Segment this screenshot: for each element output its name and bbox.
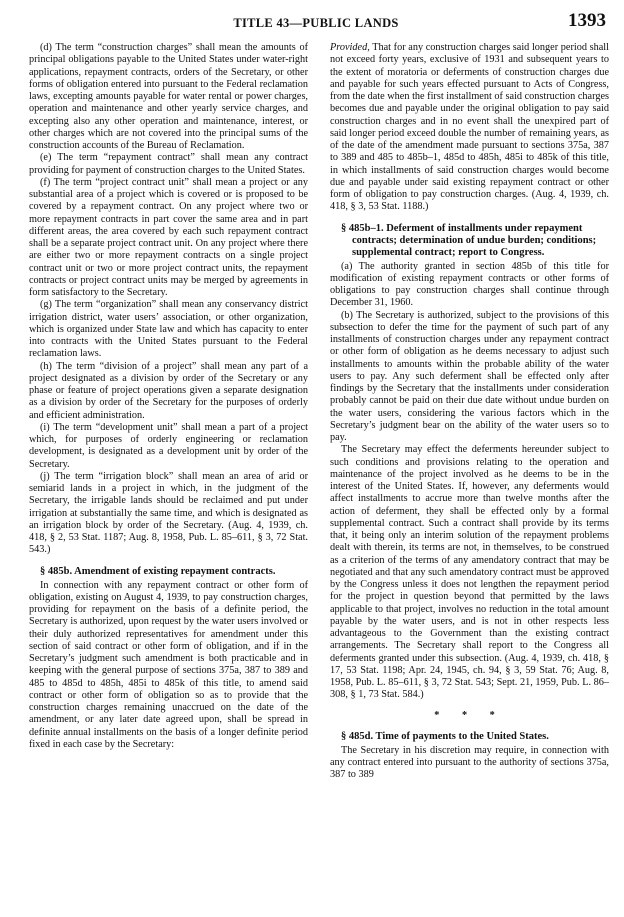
page-header <box>26 10 606 34</box>
section-heading-485d: § 485d. Time of payments to the United States. <box>341 730 549 742</box>
section-separator-stars: * * * <box>434 709 505 721</box>
running-title: TITLE 43—PUBLIC LANDS <box>233 16 399 30</box>
right-column <box>330 42 609 782</box>
section-485b-1-b: (b) The Secretary is authorized, subject to the provisions of this subsection to defer the time for the payment of such part of any installments of construction charges under any repayment contract or other form of obligation as he deems necessary to adjust such installments to amounts within the probable ability of the water users to pay. Any such deferment shall be effected only after findings by the Secretary that the installments under consideration probably cannot be paid on their due date without undue burden on the water users, considering the various factors which in the Secretary’s judgment bear on the ability of the water users so to pay. <box>330 309 609 443</box>
paragraph-f: (f) The term “project contract unit” shall mean a project or any substantial area of a project which is covered or is proposed to be covered by a repayment contract. On any project where two or more repayment contracts in part cover the same area and in part different areas, the area covered by each such repayment contract shall be a separate project contract unit. On any project where there are either two or more repayment contracts on a single project contract unit or two or more project contract units, the repayment contracts or project contract units may be merged by agreements in form satisfactory to the Secretary. <box>29 176 308 298</box>
page-number: 1393 <box>568 10 606 31</box>
section-485b-text: In connection with any repayment contract or other form of obligation, existing on August 4, 1939, to pay construction charges, providing for repayment on the basis of a definite period, the Secretary is authorized, upon request by the water users involved or their duly authorized representatives for amendment under this section of said contract or other form of obligation, and if in the Secretary’s judgment such amendment is both practicable and in keeping with the general purpose of sections 375a, 387 to 389 and 485 to 485d to 485h, 485i to 485k of this title, to amend said contract or other form of obligation so as to provide that the construction charges remaining unaccrued on the date of the amendment, or any later date agreed upon, shall be spread in definite annual installments on the basis of a longer definite period fixed in each case by the Secretary: <box>29 579 308 750</box>
proviso-text: That for any construction charges said longer period shall not exceed forty years, exclusive of 1931 and subsequent years to the extent of moratoria or deferments of construction charges due and payable for such years effected pursuant to Acts of Congress, from the date when the first installment of said construction charges becomes due and payable under the original obligation to pay said construction charges and in no event shall the unexpired part of said longer period exceed double the number of remaining years, as of the date of the amendment made pursuant to sections 375a, 387 to 389 and 485 to 485b–1, 485d to 485h, 485i to 485k of this title, in which installments of said construction charges would become due and payable under said existing repayment contract or other form of obligation to pay construction charges. (Aug. 4, 1939, ch. 418, § 3, 53 Stat. 1188.) <box>330 42 609 213</box>
paragraph-e: (e) The term “repayment contract” shall mean any contract providing for payment of construction charges to the United States. <box>29 152 308 176</box>
paragraph-i: (i) The term “development unit” shall mean a part of a project which, for purposes of orderly engineering or reclamation development, is designated as a development unit by order of the Secretary. <box>29 421 308 470</box>
paragraph-g: (g) The term “organization” shall mean any conservancy district irrigation district, water users’ association, or other organization, which is organized under State law and which has capacity to enter into contracts with the United States pursuant to the Federal reclamation laws. <box>29 299 308 360</box>
proviso-word: Provided, <box>330 42 370 53</box>
section-485b-1-deferments: The Secretary may effect the deferments hereunder subject to such conditions and provisions relating to the operation and maintenance of the project involved as he deems to be in the interest of the United States. If, however, any deferments would affect installments to accrue more than twelve months after the action of deferment, they shall be effected only by a formal supplemental contract. Such a contract shall provide by its terms that, it being only an interim solution of the repayment problems dealt with therein, its terms are not, in themselves, to be construed as a criterion of the terms of any amendatory contract that may be negotiated and that any such amendatory contract must be approved by the Congress unless it does not lengthen the repayment period for the project in question beyond that permitted by the laws applicable to that project, involves no reduction in the total amount payable by the water users, and is not in other respects less advantageous to the Government than the existing contract arrangements. The Secretary shall report to the Congress all deferments granted under this subsection. (Aug. 4, 1939, ch. 418, § 17, 53 Stat. 1198; Apr. 24, 1945, ch. 94, § 3, 59 Stat. 76; Aug. 8, 1958, Pub. L. 85–611, § 3, 72 Stat. 543; Sept. 21, 1959, Pub. L. 86–308, § 1, 73 Stat. 584.) <box>330 444 609 701</box>
section-485b-1-a: (a) The authority granted in section 485b of this title for modification of existing repayment contracts or other forms of obligations to pay construction charges shall continue through December 31, 1960. <box>330 260 609 309</box>
paragraph-h: (h) The term “division of a project” shall mean any part of a project designated as a division by order of the Secretary or any phase or feature of project operations given a separate designation as a division by order of the Secretary for the purposes of orderly and efficient administration. <box>29 360 308 421</box>
paragraph-d: (d) The term “construction charges” shall mean the amounts of principal obligations payable to the United States under water-right applications, repayment contracts, orders of the Secretary, or other forms of obligation entered into pursuant to the Federal reclamation laws, excepting amounts payable for water rental or power charges, operation and maintenance and other yearly service charges, and excepting also any other operation and maintenance, interest, or other charges which are not covered into the principal sums of the construction accounts of the Bureau of Reclamation. <box>29 42 308 151</box>
section-heading-485b-1: § 485b–1. Deferment of installments under repayment contracts; determination of undue burden; conditions; supplemental contract; report to Congress. <box>341 222 597 258</box>
proviso-paragraph <box>330 42 609 214</box>
section-485d-text: The Secretary in his discretion may require, in connection with any contract entered into pursuant to the authority of sections 375a, 387 to 389 <box>330 744 609 781</box>
section-heading-485b: § 485b. Amendment of existing repayment contracts. <box>40 565 276 577</box>
paragraph-j: (j) The term “irrigation block” shall mean an area of arid or semiarid lands in a project in which, in the judgment of the Secretary, the irrigable lands should be reclaimed and put under irrigation at substantially the same time, and which is designated as an irrigation block by order of the Secretary. (Aug. 4, 1939, ch. 418, § 2, 53 Stat. 1187; Aug. 8, 1958, Pub. L. 85–611, § 3, 72 Stat. 543.) <box>29 470 308 556</box>
left-column <box>29 42 308 751</box>
